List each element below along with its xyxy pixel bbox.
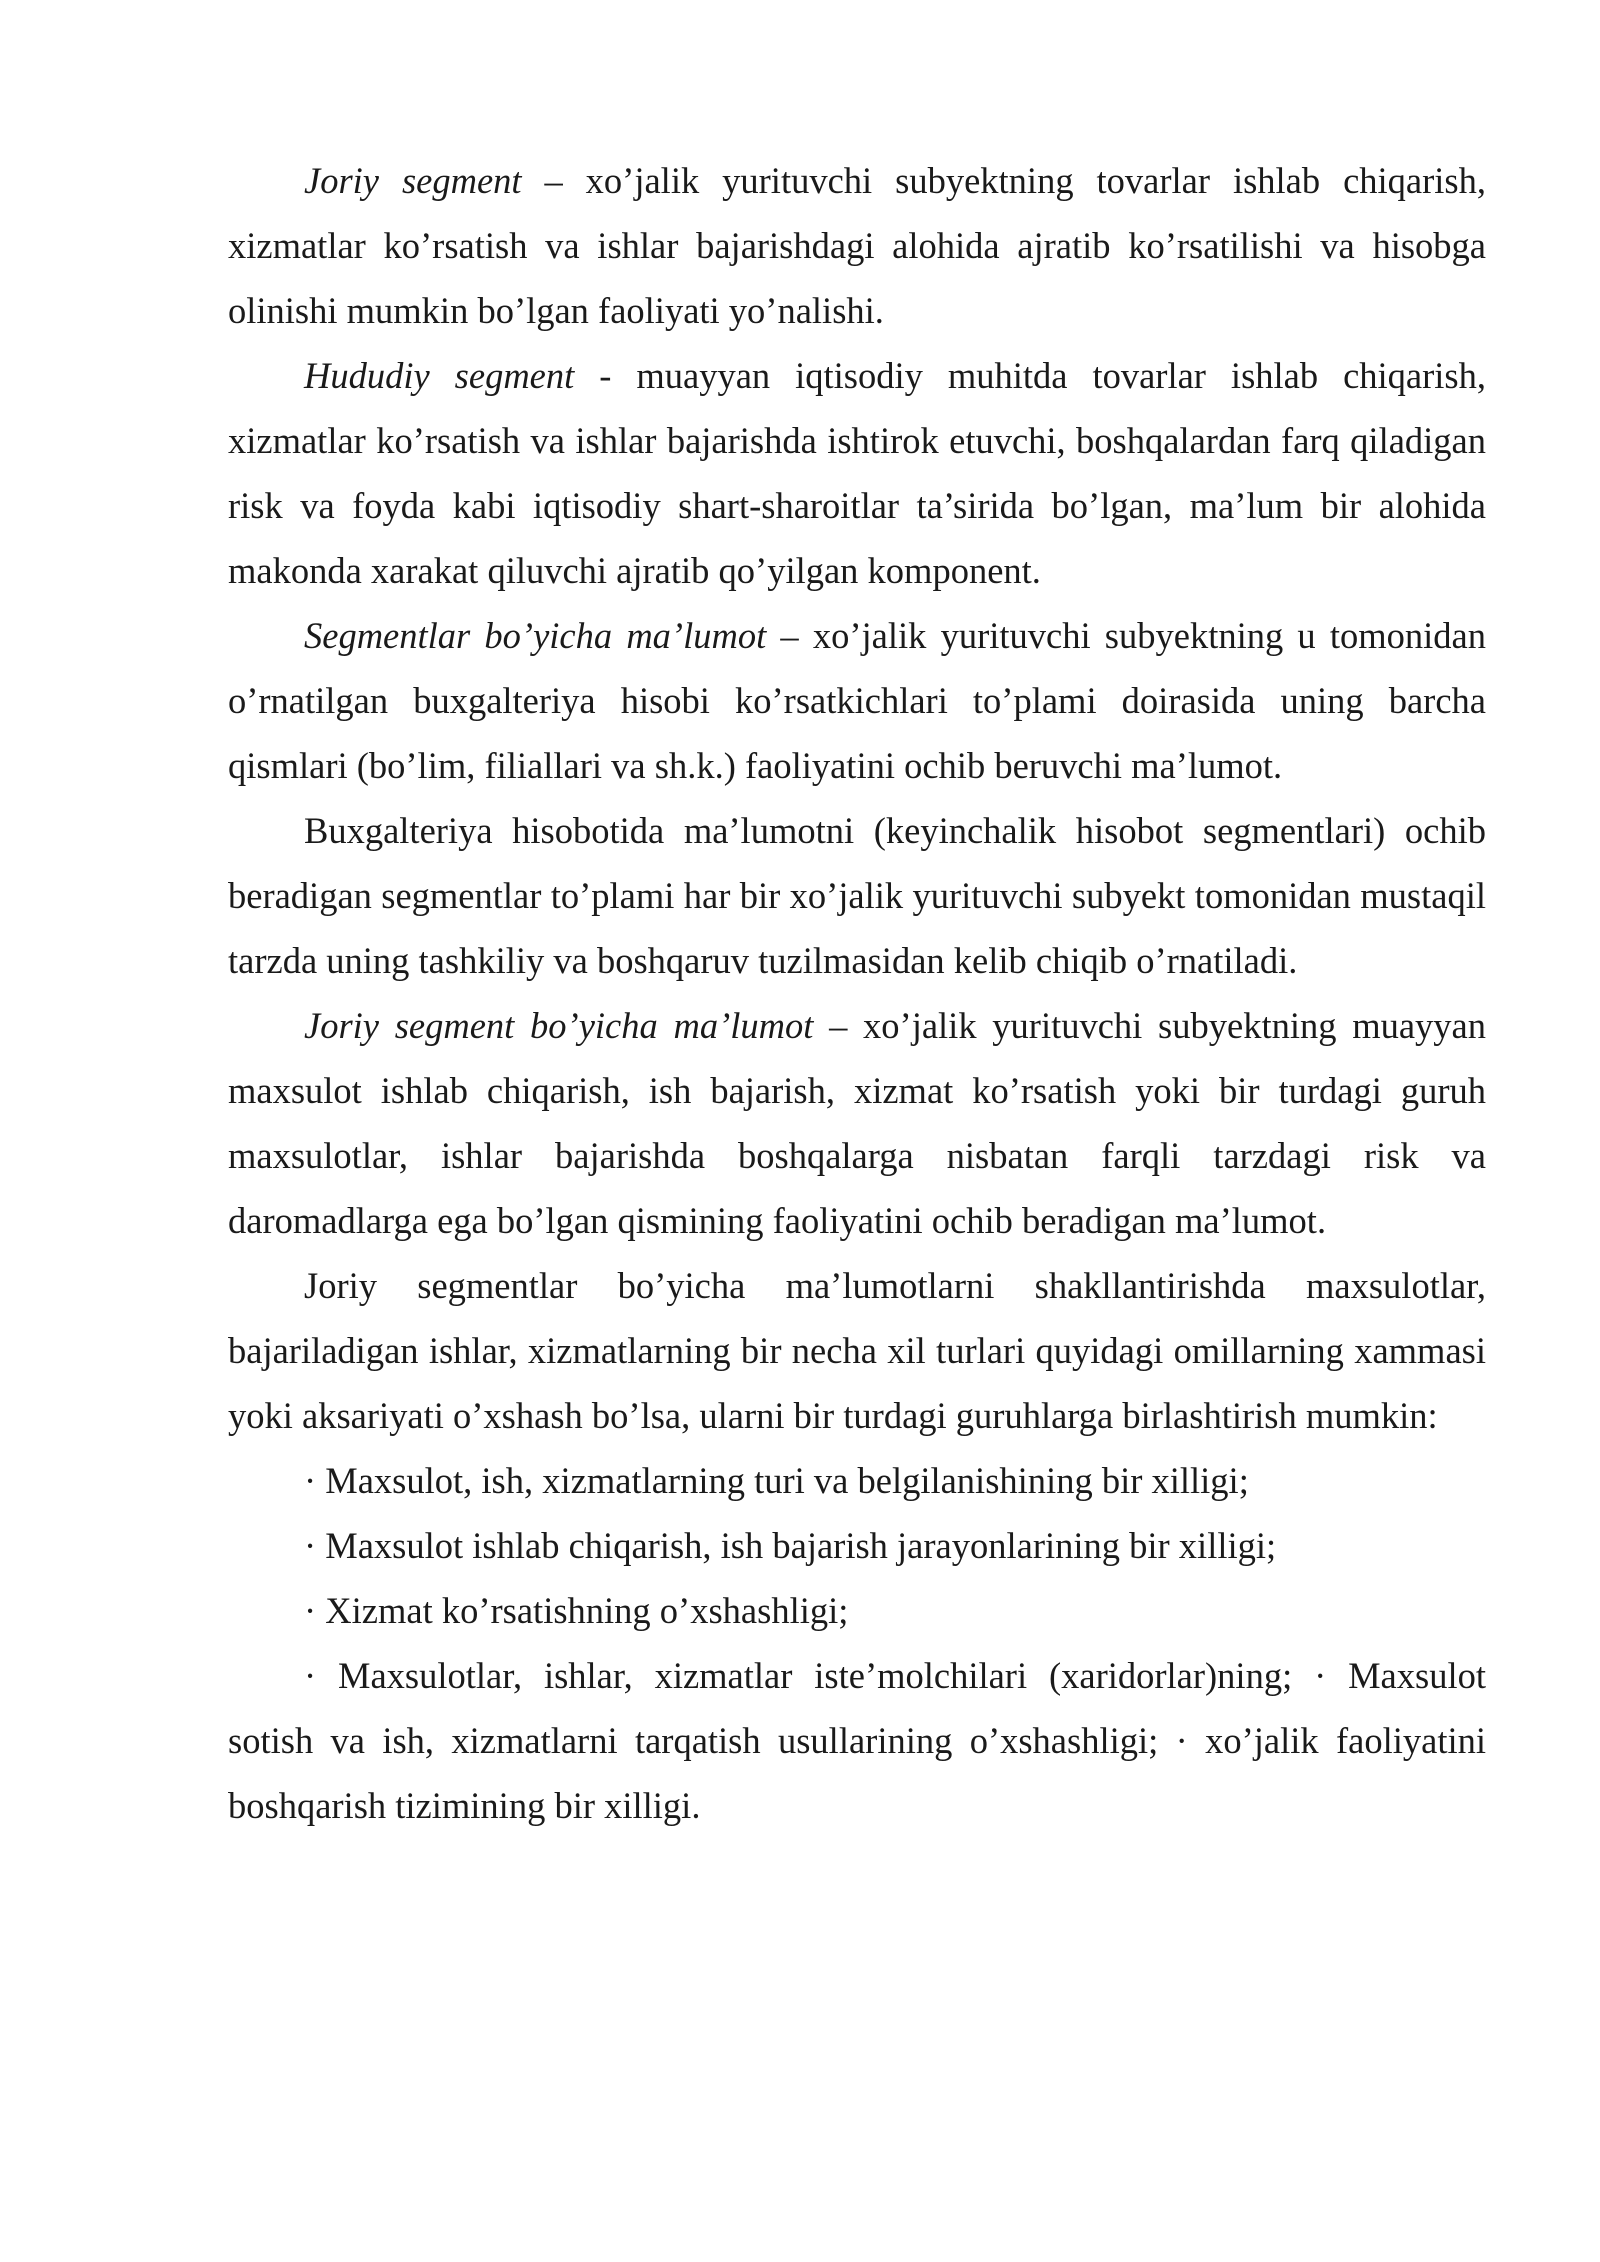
list-item-text: · Maxsulot ishlab chiqarish, ish bajarish jarayonlarining bir xilligi; [304,1525,1277,1566]
paragraph-joriy-segment [228,148,1486,343]
term-segmentlar-malumot: Segmentlar bo’yicha ma’lumot [304,615,767,656]
paragraph-text: Joriy segmentlar bo’yicha ma’lumotlarni shakllantirishda maxsulotlar, bajariladigan ishlar, xizmatlarning bir necha xil turlari quyidagi omillarning xammasi yoki aksariyati o’xshash bo’lsa, ularni bir turdagi guruhlarga birlashtirish mumkin: [228,1265,1486,1436]
list-item-text: · Xizmat ko’rsatishning o’xshashligi; [304,1590,849,1631]
definition-text: – xo’jalik yurituvchi subyektning tovarlar ishlab chiqarish, xizmatlar ko’rsatish va ishlar bajarishdagi alohida ajratib ko’rsatilishi va hisobga olinishi mumkin bo’lgan faoliyati yo’nalishi. [228,160,1486,331]
definition-text: – xo’jalik yurituvchi subyektning u tomonidan o’rnatilgan buxgalteriya hisobi ko’rsatkichlari to’plami doirasida uning barcha qismlari (bo’lim, filiallari va sh.k.) faoliyatini ochib beruvchi ma’lumot. [228,615,1486,786]
paragraph-joriy-segment-malumot [228,993,1486,1253]
term-joriy-segment-malumot: Joriy segment bo’yicha ma’lumot [304,1005,814,1046]
definition-text: – xo’jalik yurituvchi subyektning muayyan maxsulot ishlab chiqarish, ish bajarish, xizmat ko’rsatish yoki bir turdagi guruh maxsulotlar, ishlar bajarishda boshqalarga nisbatan farqli tarzdagi risk va daromadlarga ega bo’lgan qismining faoliyatini ochib beradigan ma’lumot. [228,1005,1486,1241]
term-joriy-segment: Joriy segment [304,160,522,201]
paragraph-joriy-segmentlar [228,1253,1486,1448]
document-page [228,148,1486,1838]
list-item-3 [228,1578,1486,1643]
definition-text: - muayyan iqtisodiy muhitda tovarlar ishlab chiqarish, xizmatlar ko’rsatish va ishlar bajarishda ishtirok etuvchi, boshqalardan farq qiladigan risk va foyda kabi iqtisodiy shart-sharoitlar ta’sirida bo’lgan, ma’lum bir alohida makonda xarakat qiluvchi ajratib qo’yilgan komponent. [228,355,1486,591]
paragraph-hududiy-segment [228,343,1486,603]
term-hududiy-segment: Hududiy segment [304,355,575,396]
paragraph-buxgalteriya-hisoboti [228,798,1486,993]
paragraph-segmentlar-malumot [228,603,1486,798]
list-item-4 [228,1643,1486,1838]
list-item-text: · Maxsulot, ish, xizmatlarning turi va belgilanishining bir xilligi; [304,1460,1249,1501]
list-item-1 [228,1448,1486,1513]
list-item-2 [228,1513,1486,1578]
list-item-text: · Maxsulotlar, ishlar, xizmatlar iste’molchilari (xaridorlar)ning; · Maxsulot sotish va ish, xizmatlarni tarqatish usullarining o’xshashligi; · xo’jalik faoliyatini boshqarish tizimining bir xilligi. [228,1655,1486,1826]
paragraph-text: Buxgalteriya hisobotida ma’lumotni (keyinchalik hisobot segmentlari) ochib beradigan segmentlar to’plami har bir xo’jalik yurituvchi subyekt tomonidan mustaqil tarzda uning tashkiliy va boshqaruv tuzilmasidan kelib chiqib o’rnatiladi. [228,810,1486,981]
